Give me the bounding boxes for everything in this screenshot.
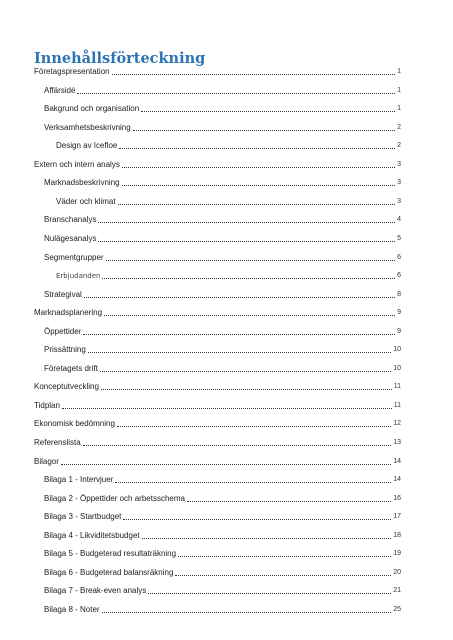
toc-entry-label: Bilaga 2 - Öppettider och arbetsschema (44, 493, 185, 503)
toc-dot-leader (122, 167, 395, 168)
toc-dot-leader (142, 538, 392, 539)
toc-entry[interactable] (44, 324, 401, 337)
toc-page-number: 5 (397, 235, 401, 242)
toc-entry[interactable] (44, 120, 401, 133)
toc-entry-label: Öppettider (44, 326, 82, 336)
toc-entry[interactable] (56, 268, 401, 281)
toc-page-number: 10 (393, 346, 401, 354)
toc-entry-label: Branschanalys (44, 215, 97, 225)
toc-entry[interactable] (44, 231, 401, 244)
toc-dot-leader (118, 204, 396, 205)
toc-entry[interactable] (34, 398, 401, 411)
toc-entry-label: Bilaga 7 - Break-even analys (44, 586, 147, 596)
toc-dot-leader (141, 111, 395, 112)
toc-page-number: 16 (393, 494, 401, 502)
toc-entry[interactable] (34, 435, 401, 448)
toc-entry[interactable] (44, 250, 401, 263)
toc-entry-label: Bilagor (34, 456, 59, 466)
toc-entry[interactable] (44, 565, 401, 578)
toc-dot-leader (104, 315, 395, 316)
toc-entry-label: Marknadsplanering (34, 308, 103, 318)
toc-entry-label: Konceptutveckling (34, 382, 99, 392)
toc-entry-label: Referenslista (34, 438, 81, 447)
toc-page-number: 9 (397, 309, 401, 317)
toc-entry-label: Design av Icefloe (56, 141, 118, 151)
toc-dot-leader (83, 334, 395, 335)
toc-page-number: 1 (397, 105, 401, 113)
toc-entry[interactable] (44, 602, 401, 615)
toc-entry-label: Väder och klimat (56, 196, 116, 206)
toc-entry[interactable] (44, 175, 401, 188)
toc-entry-label: Ekonomisk bedömning (34, 419, 115, 429)
toc-page-number: 21 (393, 587, 401, 595)
toc-entry-label: Erbjudanden (56, 272, 101, 281)
toc-entry[interactable] (44, 472, 401, 485)
toc-entry[interactable] (56, 138, 401, 151)
toc-entry-label: Bilaga 4 - Likviditetsbudget (44, 530, 140, 540)
toc-entry-label: Bilaga 3 - Startbudget (44, 512, 122, 522)
toc-dot-leader (101, 389, 392, 390)
toc-dot-leader (102, 612, 392, 613)
toc-entry-label: Extern och intern analys (34, 159, 120, 169)
toc-entry-label: Företagspresentation (34, 67, 110, 76)
toc-page-number: 3 (397, 179, 401, 187)
toc-entry[interactable] (56, 194, 401, 207)
toc-dot-leader (178, 556, 391, 557)
toc-entry[interactable] (34, 379, 401, 392)
toc-entry[interactable] (34, 454, 401, 467)
toc-entry-label: Bilaga 8 - Noter (44, 605, 100, 614)
toc-page-number: 11 (393, 401, 401, 409)
toc-entry[interactable] (44, 546, 401, 559)
toc-page-number: 8 (397, 290, 401, 298)
toc-entry-label: Tidplan (34, 400, 60, 410)
toc-entry[interactable] (44, 491, 401, 504)
toc-page-number: 20 (393, 568, 401, 576)
toc-dot-leader (61, 464, 391, 465)
toc-page-number: 3 (397, 197, 401, 205)
toc-dot-leader (187, 501, 391, 502)
toc-page-number: 6 (397, 272, 401, 280)
toc-entry-label: Prissättning (44, 345, 86, 355)
toc-dot-leader (115, 482, 391, 483)
toc-entry[interactable] (44, 528, 401, 541)
toc-entry[interactable] (44, 361, 401, 374)
toc-dot-leader (100, 371, 391, 372)
toc-dot-leader (98, 222, 395, 223)
toc-page-number: 10 (393, 364, 401, 372)
toc-dot-leader (102, 278, 395, 279)
toc-page-number: 2 (397, 123, 401, 131)
toc-entry[interactable] (34, 64, 401, 77)
toc-entry[interactable] (44, 83, 401, 96)
toc-dot-leader (117, 426, 391, 427)
toc-entry-label: Bilaga 5 - Budgeterad resultaträkning (44, 549, 177, 559)
toc-entry-label: Affärsidé (44, 85, 76, 95)
toc-dot-leader (122, 185, 396, 186)
toc-page-number: 25 (393, 606, 401, 613)
toc-entry[interactable] (44, 212, 401, 225)
toc-dot-leader (77, 93, 395, 94)
toc-title: Innehållsförteckning (34, 50, 206, 67)
toc-entry-label: Bakgrund och organisation (44, 104, 140, 114)
toc-dot-leader (84, 297, 395, 298)
toc-dot-leader (148, 593, 391, 594)
toc-dot-leader (123, 519, 391, 520)
toc-page-number: 6 (397, 253, 401, 261)
toc-dot-leader (98, 241, 395, 242)
toc-page-number: 18 (393, 531, 401, 539)
toc-page-number: 1 (397, 86, 401, 94)
toc-entry-label: Företagets drift (44, 363, 98, 373)
toc-entry-label: Strategival (44, 289, 82, 299)
toc-dot-leader (106, 260, 396, 261)
toc-dot-leader (112, 74, 395, 75)
toc-page-number: 11 (393, 383, 401, 391)
toc-entry-label: Marknadsbeskrivning (44, 178, 120, 188)
toc-entry-label: Verksamhetsbeskrivning (44, 122, 131, 132)
toc-entry[interactable] (44, 101, 401, 114)
toc-page-number: 19 (393, 550, 401, 558)
toc-entry-label: Bilaga 6 - Budgeterad balansräkning (44, 567, 174, 577)
toc-entry[interactable] (44, 287, 401, 300)
toc-page-number: 17 (393, 513, 401, 521)
toc-entry[interactable] (34, 416, 401, 429)
toc-entry-label: Segmentgrupper (44, 252, 104, 262)
toc-entry-label: Bilaga 1 - Intervjuer (44, 475, 114, 485)
toc-page-number: 2 (397, 142, 401, 150)
toc-dot-leader (62, 408, 392, 409)
toc-entry-label: Nulägesanalys (44, 234, 97, 243)
toc-dot-leader (175, 575, 391, 576)
toc-entry[interactable] (34, 157, 401, 170)
toc-page-number: 12 (393, 420, 401, 428)
toc-page-number: 14 (393, 457, 401, 465)
toc-entry[interactable] (34, 305, 401, 318)
toc-dot-leader (83, 445, 392, 446)
toc-dot-leader (88, 352, 391, 353)
toc-dot-leader (119, 148, 395, 149)
toc-page-number: 3 (397, 160, 401, 168)
toc-page-number: 4 (397, 216, 401, 224)
toc-entry[interactable] (44, 509, 401, 522)
toc-page-number: 14 (393, 476, 401, 484)
toc-entry[interactable] (44, 342, 401, 355)
toc-page-number: 9 (397, 327, 401, 335)
toc-entry[interactable] (44, 583, 401, 596)
toc-page-number: 13 (393, 439, 401, 446)
toc-dot-leader (133, 130, 395, 131)
toc-page-number: 1 (397, 68, 401, 75)
